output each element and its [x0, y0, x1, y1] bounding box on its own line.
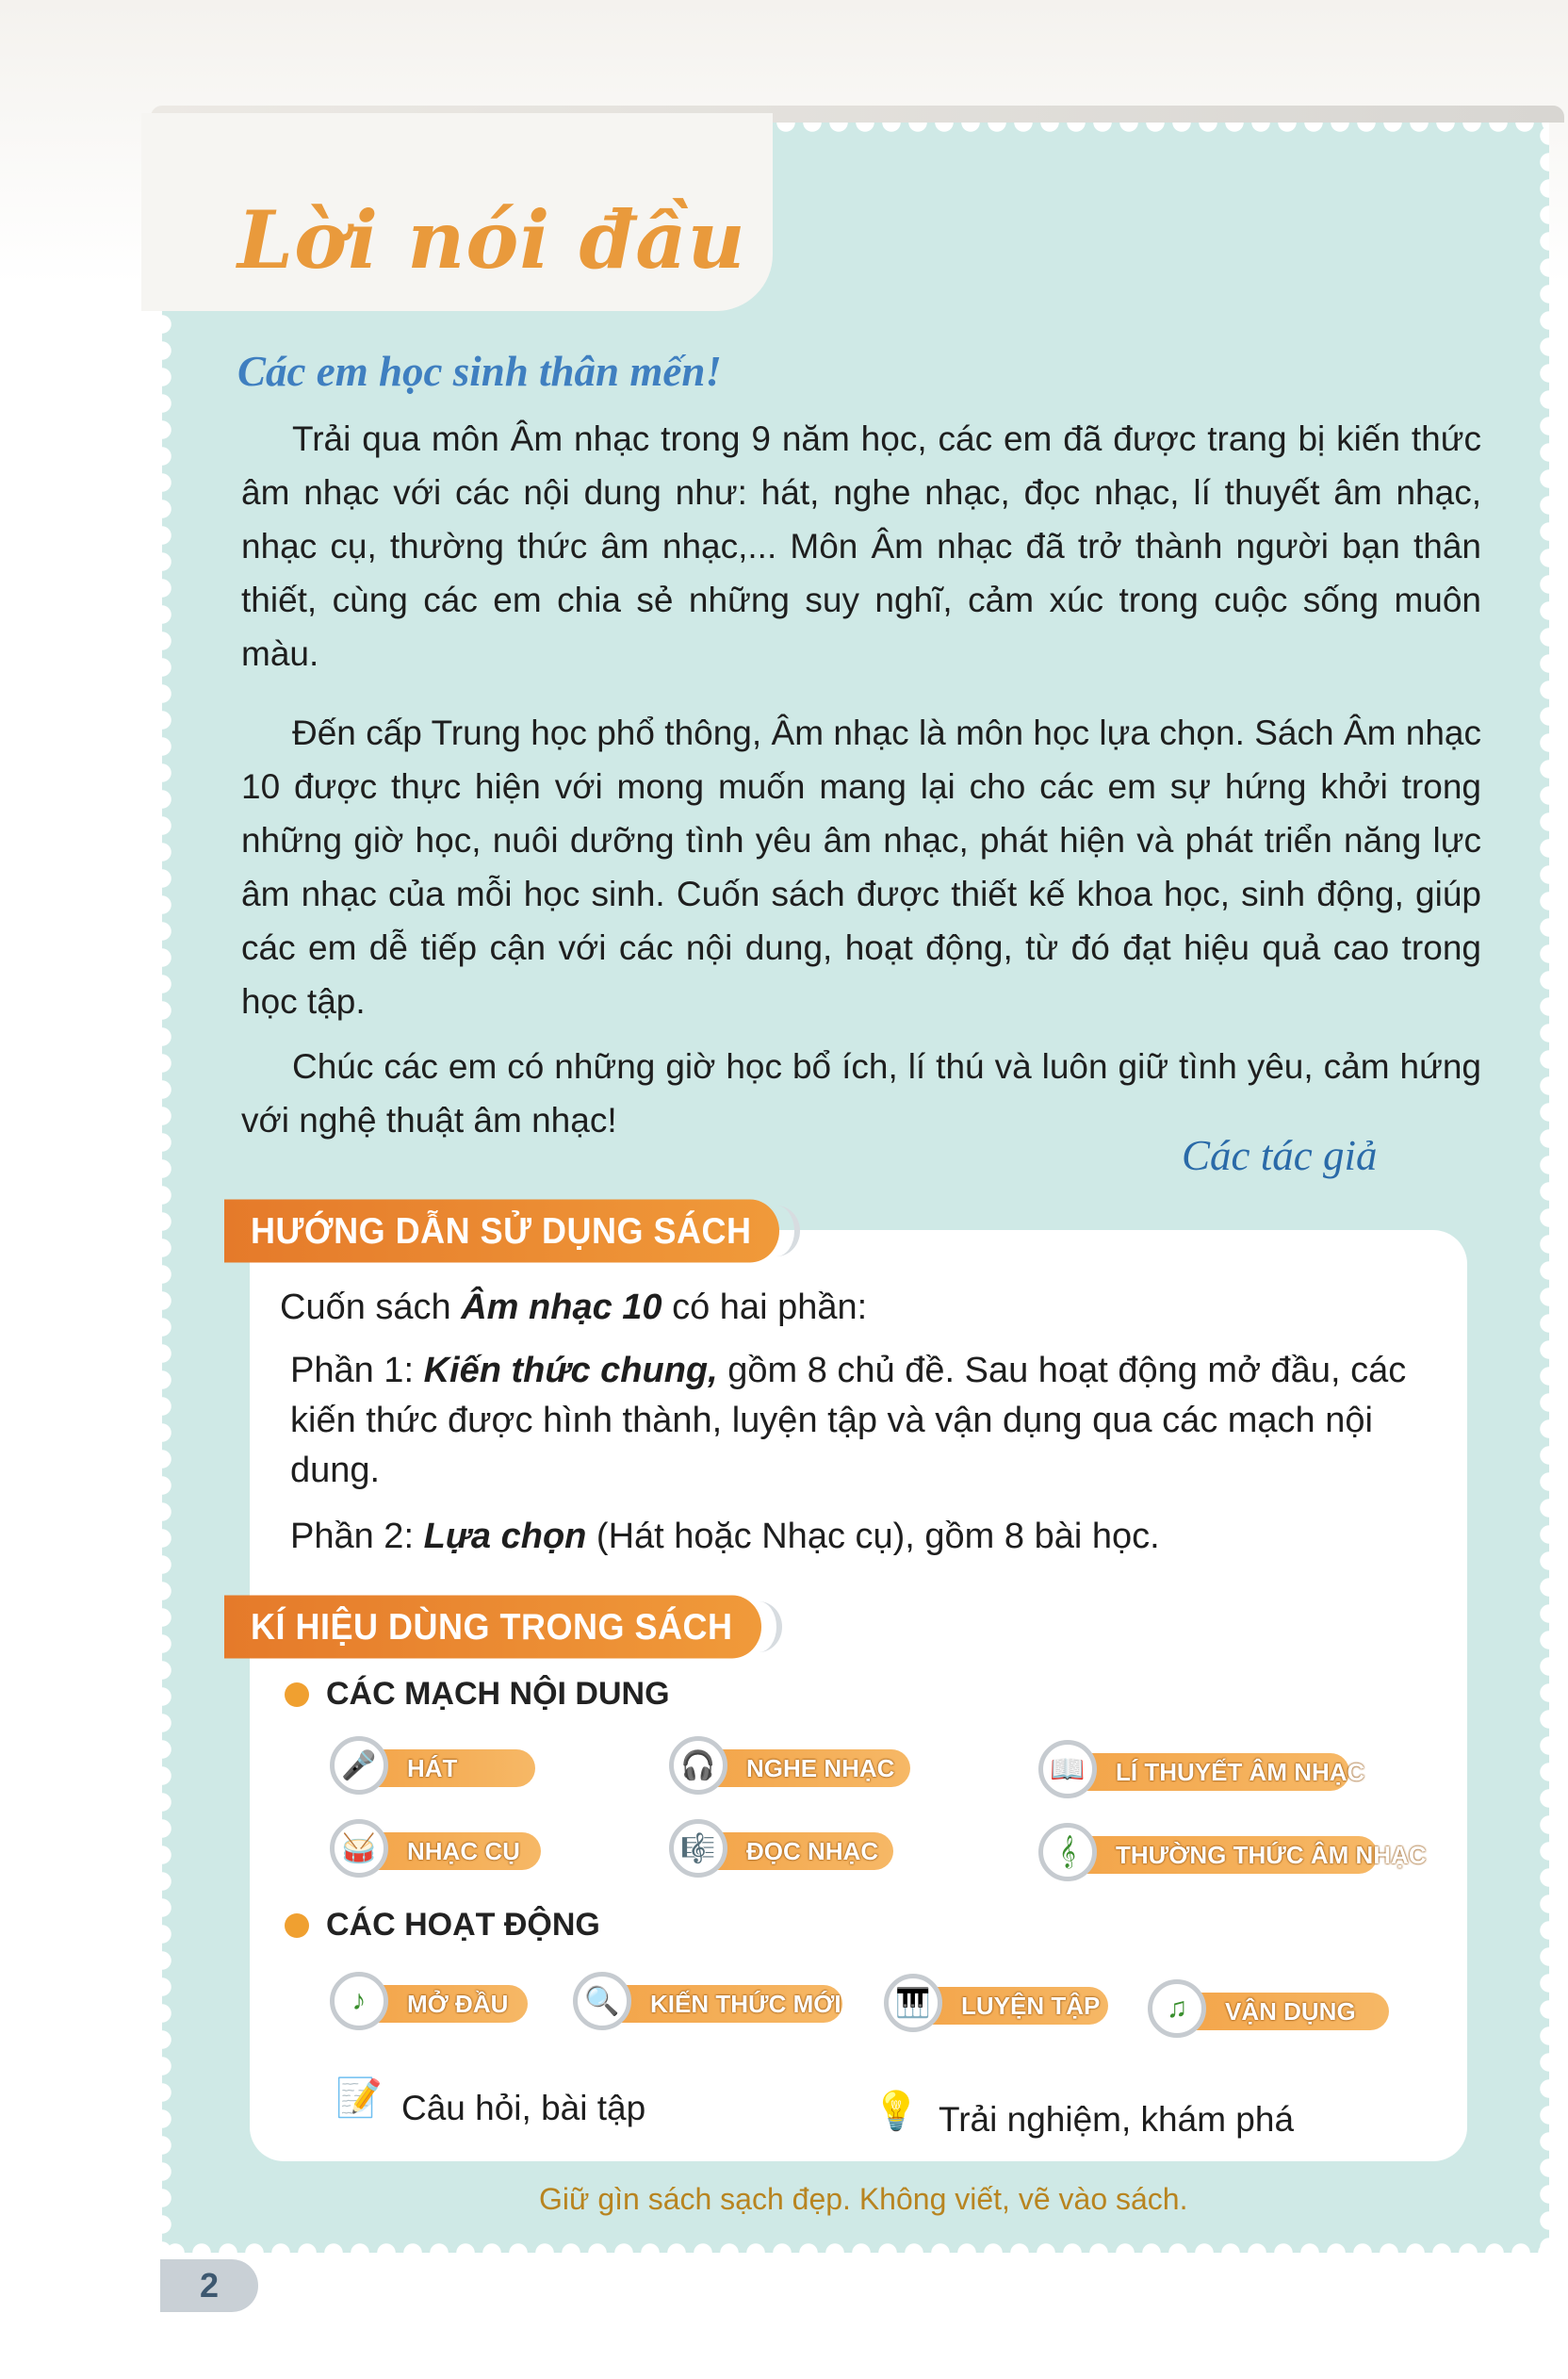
questions-label: Câu hỏi, bài tập [401, 2089, 646, 2127]
activities-heading: CÁC HOẠT ĐỘNG [326, 1907, 600, 1943]
chip-kien-thuc-moi-label: KIẾN THỨC MỚI [609, 1985, 842, 2023]
part-1-title: Kiến thức chung, [423, 1351, 718, 1390]
music-brain-icon: ♫ [1148, 1979, 1206, 2038]
paragraph-2 [241, 706, 1481, 1028]
footer-note: Giữ gìn sách sạch đẹp. Không viết, vẽ vào sách. [539, 2182, 1188, 2216]
chip-thuong-thuc-label: THƯỜNG THỨC ÂM NHẠC [1074, 1836, 1378, 1874]
lyre-icon: 𝄞 [1038, 1823, 1097, 1881]
bullet-dot-activities [285, 1913, 309, 1938]
content-heading: CÁC MẠCH NỘI DUNG [326, 1676, 670, 1712]
guide-part-2 [290, 1512, 1440, 1562]
music-book-icon: 📖 [1038, 1740, 1097, 1798]
signoff: Các tác giả [1182, 1132, 1378, 1179]
symbols-heading-badge: KÍ HIỆU DÙNG TRONG SÁCH [224, 1596, 761, 1659]
paragraph-3-text: Chúc các em có những giờ học bổ ích, lí thú và luôn giữ tình yêu, cảm hứng với nghệ thuật âm nhạc! [241, 1047, 1481, 1140]
page-title: Lời nói đầu [237, 193, 746, 287]
panel-edge-top [773, 123, 1549, 138]
headphones-icon: 🎧 [669, 1736, 727, 1795]
guide-intro-suffix: có hai phần: [662, 1288, 868, 1327]
page-number: 2 [160, 2259, 258, 2312]
paragraph-1-text: Trải qua môn Âm nhạc trong 9 năm học, các em đã được trang bị kiến thức âm nhạc với các nội dung như: hát, nghe nhạc, đọc nhạc, lí thuyết âm nhạc, nhạc cụ, thường thức âm nhạc,... Môn Âm nhạc đã trở thành người bạn thân thiết, cùng các em chia sẻ những suy nghĩ, cảm xúc trong cuộc sống muôn màu. [241, 419, 1481, 673]
chip-hat-label: HÁT [366, 1749, 535, 1787]
chip-van-dung-label: VẬN DỤNG [1184, 1993, 1389, 2030]
microphone-icon: 🎤 [330, 1736, 388, 1795]
sheet-music-icon: 🎼 [669, 1819, 727, 1878]
chip-mo-dau-label: MỞ ĐẦU [366, 1985, 528, 2023]
bullet-dot-content [285, 1682, 309, 1707]
guide-intro-prefix: Cuốn sách [280, 1288, 462, 1327]
part-1-description: gồm 8 chủ đề. Sau hoạt động mở đầu, các kiến thức được hình thành, luyện tập và vận dụng qua các mạch nội dung. [290, 1351, 1407, 1490]
guide-heading-badge: HƯỚNG DẪN SỬ DỤNG SÁCH [224, 1200, 779, 1263]
chip-doc-nhac-label: ĐỌC NHẠC [705, 1832, 893, 1870]
piano-icon: 🎹 [884, 1974, 942, 2032]
chip-li-thuyet-label: LÍ THUYẾT ÂM NHẠC [1074, 1753, 1349, 1791]
part-1-prefix: Phần 1: [290, 1351, 424, 1390]
panel-edge-right [1534, 123, 1549, 2253]
chip-luyen-tap-label: LUYỆN TẬP [920, 1987, 1108, 2025]
magnifier-note-icon: 🔍 [573, 1972, 631, 2030]
panel-edge-bottom [162, 2238, 1549, 2253]
guide-part-1 [290, 1346, 1440, 1496]
chip-nhac-cu-label: NHẠC CỤ [366, 1832, 541, 1870]
drum-icon: 🥁 [330, 1819, 388, 1878]
paragraph-2-text: Đến cấp Trung học phổ thông, Âm nhạc là môn học lựa chọn. Sách Âm nhạc 10 được thực hiện với mong muốn mang lại cho các em sự hứng khởi trong những giờ học, nuôi dưỡng tình yêu âm nhạc, phát hiện và phát triển năng lực âm nhạc của mỗi học sinh. Cuốn sách được thiết kế khoa học, sinh động, giúp các em dễ tiếp cận với các nội dung, hoạt động, từ đó đạt hiệu quả cao trong học tập. [241, 714, 1481, 1021]
guide-intro-title: Âm nhạc 10 [461, 1288, 662, 1327]
book-pencil-icon: 📝 [335, 2076, 383, 2119]
panel-edge-left [162, 311, 177, 2253]
part-2-title: Lựa chọn [423, 1517, 587, 1556]
experience-label: Trải nghiệm, khám phá [939, 2100, 1295, 2139]
part-2-prefix: Phần 2: [290, 1517, 424, 1556]
part-2-description: (Hát hoặc Nhạc cụ), gồm 8 bài học. [586, 1517, 1160, 1556]
chip-nghe-nhac-label: NGHE NHẠC [705, 1749, 910, 1787]
lightbulb-icon: 💡 [873, 2090, 920, 2132]
music-note-icon: ♪ [330, 1972, 388, 2030]
paragraph-1 [241, 412, 1481, 681]
guide-intro [280, 1288, 867, 1328]
salutation: Các em học sinh thân mến! [237, 348, 722, 395]
